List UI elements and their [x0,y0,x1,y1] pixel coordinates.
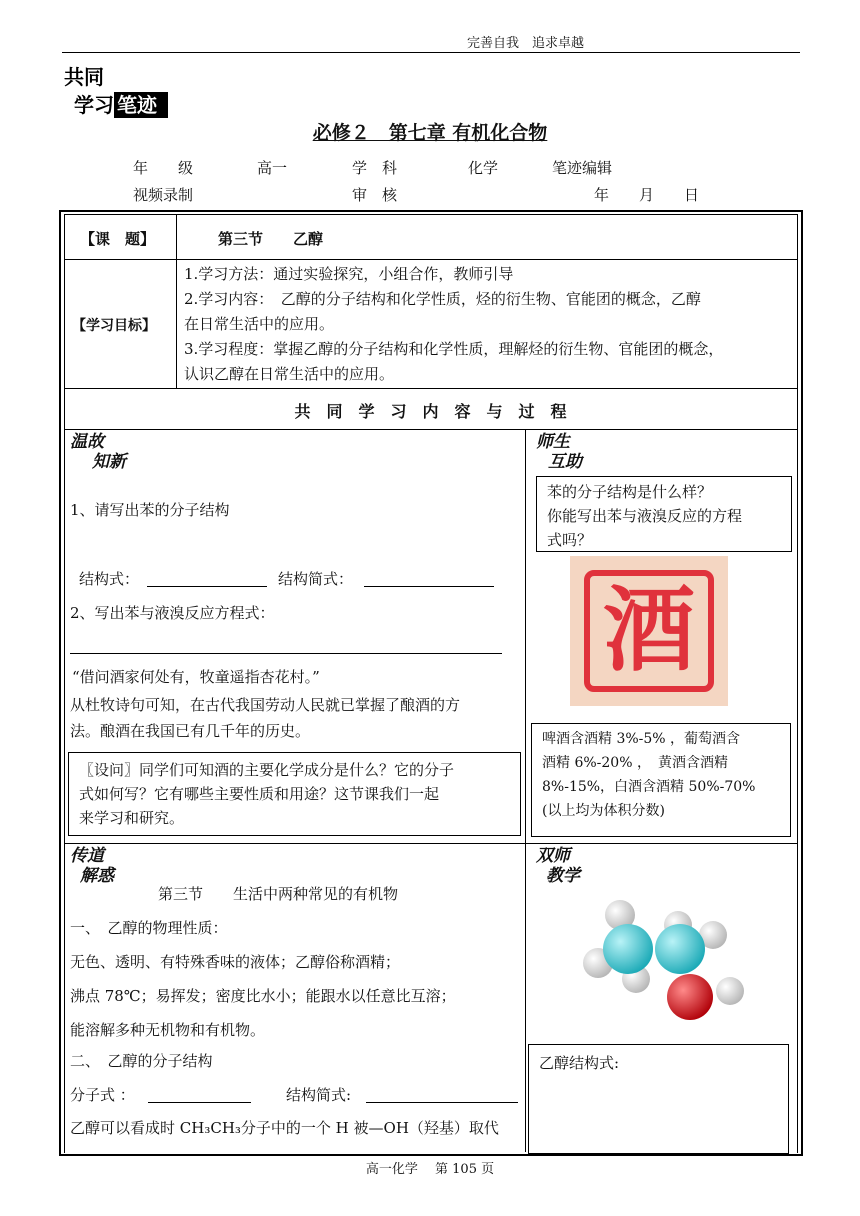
row-line-4 [64,843,797,844]
question-box [68,752,521,836]
subject-value: 化学 [468,159,499,177]
grade-label: 年 级 [133,159,194,177]
goal-line-2: 2.学习内容： 乙醇的分子结构和化学性质，烃的衍生物、官能团的概念，乙醇 [184,290,701,308]
goals-label: 【学习目标】 [72,318,156,334]
page-title-text: 必修２ 第七章 有机化合物 [312,122,548,144]
topic-value: 第三节 乙醇 [218,230,324,248]
topic-label: 【课 题】 [80,230,156,248]
wine-line-3: 8%-15%，白酒含酒精 50%-70% [542,779,756,795]
col-line-left [176,214,177,389]
date-label: 年 月 日 [594,186,700,204]
simple-formula-label: 结构简式: [286,1086,352,1104]
logo-graphic [62,62,170,120]
question-line-2: 式如何写？它有哪些主要性质和用途？这节课我们一起 [79,785,440,803]
header-motto: 完善自我 追求卓越 [467,36,585,51]
lecture-tag [70,846,150,892]
formula-blank[interactable] [148,1084,251,1103]
hydrogen-atom [716,977,744,1005]
simple-formula-blank[interactable] [366,1084,518,1103]
interact-line-1: 苯的分子结构是什么样？ [547,483,713,501]
subject-label: 学 科 [352,159,398,177]
lecture-tag-1: 传道 [70,846,104,866]
wine-line-4: (以上均为体积分数) [542,803,665,819]
property-line-2: 沸点 78℃；易挥发；密度比水小；能跟水以任意比互溶； [70,987,456,1005]
wine-info-box [531,723,791,837]
poem: “借问酒家何处有，牧童遥指杏花村。” [72,668,320,686]
teach-tag-1: 双师 [536,846,570,866]
question-line-3: 来学习和研究。 [79,809,185,827]
col-line-right [525,429,526,1152]
review-q2: 2、写出苯与液溴反应方程式： [70,604,275,622]
header-rule [62,52,800,53]
carbon-atom [603,924,653,974]
ethanol-ball-stick-model [578,893,750,1023]
structure-blank[interactable] [147,568,267,587]
oxygen-atom [667,974,713,1020]
review-label: 审 核 [352,186,398,204]
logo-text-3: 笔迹 [117,93,157,117]
video-label: 视频录制 [133,186,194,204]
lecture-line-4: 乙醇可以看成时 CH₃CH₃分子中的一个 H 被—OH（羟基）取代 [70,1119,499,1137]
molecular-structure-heading: 二、 乙醇的分子结构 [70,1052,213,1070]
formula-label: 分子式 ： [70,1086,135,1104]
ethanol-structure-label: 乙醇结构式: [539,1054,620,1072]
row-line-1 [64,259,797,260]
logo-text-1: 共同 [64,65,104,89]
structure-label: 结构式： [79,570,140,588]
review-tag-2: 知新 [92,452,126,472]
property-line-3: 能溶解多种无机物和有机物。 [70,1021,266,1039]
question-line-1: 〖设问〗同学们可知酒的主要化学成分是什么？它的分子 [79,761,455,779]
wine-seal-image [570,556,728,706]
para-line-2: 法。酿酒在我国已有几千年的历史。 [70,722,311,740]
review-tag [70,432,150,478]
review-q1: 1、请写出苯的分子结构 [70,501,230,519]
editor-label: 笔迹编辑 [552,159,613,177]
interact-tag [536,432,616,478]
ethanol-model [578,893,750,1023]
interact-question-box [536,476,792,552]
para-line-1: 从杜牧诗句可知，在古代我国劳动人民就已掌握了酿酒的方 [70,696,461,714]
interact-tag-1: 师生 [536,432,570,452]
page-title [0,118,860,145]
equation-blank[interactable] [70,653,502,654]
page-footer: 高一化学 第 105 页 [365,1162,495,1177]
interact-line-3: 式吗？ [547,531,593,549]
row-line-2 [64,388,797,389]
carbon-atom [655,924,705,974]
simple-structure-blank[interactable] [364,568,494,587]
review-tag-1: 温故 [70,432,104,452]
grade-value: 高一 [257,159,288,177]
section-heading: 共 同 学 习 内 容 与 过 程 [294,402,567,421]
interact-tag-2: 互助 [548,452,582,472]
logo-text-2: 学习 [74,93,114,117]
interact-line-2: 你能写出苯与液溴反应的方程 [547,507,743,525]
goal-line-1: 1.学习方法：通过实验探究，小组合作，教师引导 [184,265,514,283]
teach-tag-2: 教学 [546,866,580,886]
goal-line-4: 3.学习程度：掌握乙醇的分子结构和化学性质，理解烃的衍生物、官能团的概念， [184,340,724,358]
physical-properties-heading: 一、 乙醇的物理性质： [70,919,228,937]
goal-line-3: 在日常生活中的应用。 [184,315,335,333]
simple-structure-label: 结构简式： [278,570,354,588]
teach-tag [536,846,616,892]
lecture-tag-2: 解惑 [80,866,114,886]
property-line-1: 无色、透明、有特殊香味的液体；乙醇俗称酒精； [70,953,401,971]
wine-line-2: 酒精 6%-20% ， 黄酒含酒精 [542,755,728,771]
row-line-3 [64,429,797,430]
seal-char: 酒 [602,576,695,684]
ethanol-structure-box [528,1044,789,1154]
wine-line-1: 啤酒含酒精 3%-5% ，葡萄酒含 [542,731,741,747]
logo [62,62,170,120]
goal-line-5: 认识乙醇在日常生活中的应用。 [184,365,395,383]
lecture-section-title: 第三节 生活中两种常见的有机物 [158,885,399,903]
